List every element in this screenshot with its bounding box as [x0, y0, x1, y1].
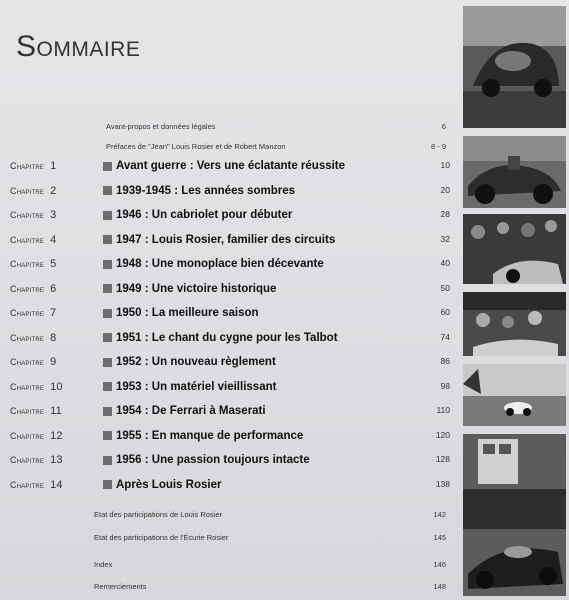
chapter-number: 1	[50, 160, 57, 172]
chapter-number: 14	[50, 478, 63, 491]
chapter-page-number: 40	[440, 258, 450, 268]
chapter-page-number: 20	[440, 184, 450, 195]
chapter-title	[103, 307, 259, 319]
chapter-row	[0, 185, 450, 205]
chapter-label	[10, 454, 63, 466]
appendix-item	[94, 582, 446, 591]
chapter-row	[0, 332, 450, 352]
chapter-page-number: 120	[435, 429, 450, 440]
chapter-number: 13	[50, 454, 63, 466]
chapter-title	[103, 258, 324, 270]
chapter-title	[103, 234, 335, 246]
chapter-number: 2	[50, 184, 57, 197]
chapter-title-text: Avant guerre : Vers une éclatante réussite	[116, 160, 346, 172]
chapter-label	[10, 356, 56, 368]
front-matter-item	[106, 122, 446, 131]
chapter-row	[0, 283, 450, 303]
front-matter-page: 8 - 9	[430, 142, 446, 151]
chapter-label	[10, 283, 56, 295]
chapter-title	[103, 381, 276, 393]
chapter-page-number: 10	[440, 160, 450, 170]
chapter-title	[103, 209, 292, 221]
chapter-title-text: Après Louis Rosier	[116, 478, 222, 491]
appendix-item	[94, 533, 446, 542]
chapter-page-number: 32	[440, 233, 450, 244]
crowd-race-car-photo	[463, 214, 566, 284]
chapter-word: Chapitre	[10, 283, 45, 294]
chapter-page-number: 98	[440, 380, 450, 391]
chapter-page-number: 50	[440, 282, 450, 293]
chapter-number: 9	[50, 356, 57, 368]
appendix-label: Index	[94, 560, 113, 569]
chapter-title	[103, 185, 295, 197]
chapter-word: Chapitre	[10, 430, 45, 441]
chapter-word: Chapitre	[10, 332, 45, 343]
chapter-title	[103, 479, 221, 491]
chapter-word: Chapitre	[10, 479, 45, 490]
chapter-label	[10, 209, 56, 221]
square-bullet-icon	[103, 431, 112, 440]
chapter-number: 10	[50, 380, 63, 393]
chapter-number: 3	[50, 209, 57, 221]
chapter-row	[0, 160, 450, 180]
square-bullet-icon	[103, 407, 112, 416]
chapter-number: 8	[50, 331, 57, 344]
chapter-number: 11	[50, 405, 62, 417]
chapter-page-number: 74	[440, 331, 450, 342]
page-title: Sommaire	[16, 30, 141, 63]
square-bullet-icon	[103, 211, 112, 220]
appendix-label: Etat des participations de Louis Rosier	[94, 510, 222, 519]
chapter-page-number: 86	[440, 356, 450, 366]
chapter-label	[10, 258, 56, 270]
chapter-word: Chapitre	[10, 381, 45, 392]
chapter-word: Chapitre	[10, 259, 45, 269]
chapter-title	[103, 454, 310, 466]
chapter-row	[0, 258, 450, 278]
chapter-word: Chapitre	[10, 455, 45, 465]
chapter-title	[103, 332, 338, 344]
chapter-number: 7	[50, 307, 57, 319]
chapter-title-text: 1955 : En manque de performance	[116, 429, 304, 442]
chapter-title-text: 1953 : Un matériel vieillissant	[116, 380, 277, 393]
square-bullet-icon	[103, 382, 112, 391]
square-bullet-icon	[103, 358, 112, 367]
appendix-page: 146	[433, 560, 446, 569]
chapter-title	[103, 283, 276, 295]
chapter-title-text: 1947 : Louis Rosier, familier des circuits	[116, 233, 336, 246]
front-matter-page: 6	[441, 122, 446, 131]
square-bullet-icon	[103, 309, 112, 318]
chapter-title-text: 1956 : Une passion toujours intacte	[116, 454, 310, 466]
chapter-label	[10, 405, 62, 417]
chapter-row	[0, 356, 450, 376]
chapter-label	[10, 160, 56, 172]
chapter-label	[10, 332, 56, 344]
square-bullet-icon	[103, 162, 112, 171]
pit-building-photo	[463, 434, 566, 596]
chapter-page-number: 138	[435, 478, 450, 489]
chapter-number: 5	[50, 258, 57, 270]
chapter-word: Chapitre	[10, 357, 45, 367]
chapter-row	[0, 381, 450, 401]
appendix-page: 142	[433, 510, 446, 519]
chapter-title-text: 1952 : Un nouveau règlement	[116, 356, 276, 368]
appendix-item	[94, 510, 446, 519]
chapter-title-text: 1946 : Un cabriolet pour débuter	[116, 209, 293, 221]
chapter-title-text: 1954 : De Ferrari à Maserati	[116, 405, 266, 417]
chapter-row	[0, 209, 450, 229]
chapter-row	[0, 430, 450, 450]
chapter-title-text: 1951 : Le chant du cygne pour les Talbot	[116, 331, 338, 344]
chapter-title-text: 1950 : La meilleure saison	[116, 307, 259, 319]
front-matter-label: Avant-propos et données légales	[106, 122, 216, 131]
chapter-title	[103, 430, 303, 442]
square-bullet-icon	[103, 456, 112, 465]
pit-crowd-photo	[463, 292, 566, 356]
chapter-title	[103, 405, 266, 417]
chapter-word: Chapitre	[10, 234, 45, 245]
racetrack-photo	[463, 364, 566, 426]
appendix-page: 148	[433, 582, 446, 591]
chapter-title	[103, 356, 276, 368]
chapter-word: Chapitre	[10, 406, 45, 416]
chapter-label	[10, 479, 63, 491]
chapter-word: Chapitre	[10, 210, 45, 220]
chapter-row	[0, 479, 450, 499]
chapter-word: Chapitre	[10, 185, 45, 196]
appendix-page: 145	[433, 533, 446, 542]
vintage-car-photo	[463, 6, 566, 128]
chapter-label	[10, 307, 56, 319]
front-matter-item	[106, 142, 446, 151]
chapter-title-text: 1949 : Une victoire historique	[116, 282, 277, 295]
square-bullet-icon	[103, 480, 112, 489]
chapter-label	[10, 430, 63, 442]
square-bullet-icon	[103, 333, 112, 342]
chapter-label	[10, 234, 56, 246]
square-bullet-icon	[103, 260, 112, 269]
chapter-number: 6	[50, 282, 57, 295]
chapter-page-number: 60	[440, 307, 450, 317]
square-bullet-icon	[103, 284, 112, 293]
front-matter-label: Préfaces de "Jean" Louis Rosier et de Robert Manzon	[106, 142, 286, 151]
chapter-label	[10, 185, 56, 197]
chapter-page-number: 128	[435, 454, 450, 464]
appendix-label: Etat des participations de l'Écurie Rosier	[94, 533, 229, 542]
appendix-item	[94, 560, 446, 569]
chapter-word: Chapitre	[10, 308, 45, 318]
chapter-row	[0, 405, 450, 425]
chapter-page-number: 110	[436, 405, 450, 415]
chapter-word: Chapitre	[10, 161, 45, 171]
square-bullet-icon	[103, 186, 112, 195]
chapter-number: 12	[50, 429, 63, 442]
chapter-row	[0, 454, 450, 474]
chapter-row	[0, 234, 450, 254]
race-car-photo	[463, 136, 566, 208]
chapter-label	[10, 381, 63, 393]
chapter-title-text: 1948 : Une monoplace bien décevante	[116, 258, 324, 270]
chapter-title-text: 1939-1945 : Les années sombres	[116, 184, 295, 197]
chapter-title	[103, 160, 345, 172]
chapter-row	[0, 307, 450, 327]
appendix-label: Remerciements	[94, 582, 147, 591]
square-bullet-icon	[103, 235, 112, 244]
chapter-page-number: 28	[440, 209, 450, 219]
chapter-number: 4	[50, 233, 57, 246]
